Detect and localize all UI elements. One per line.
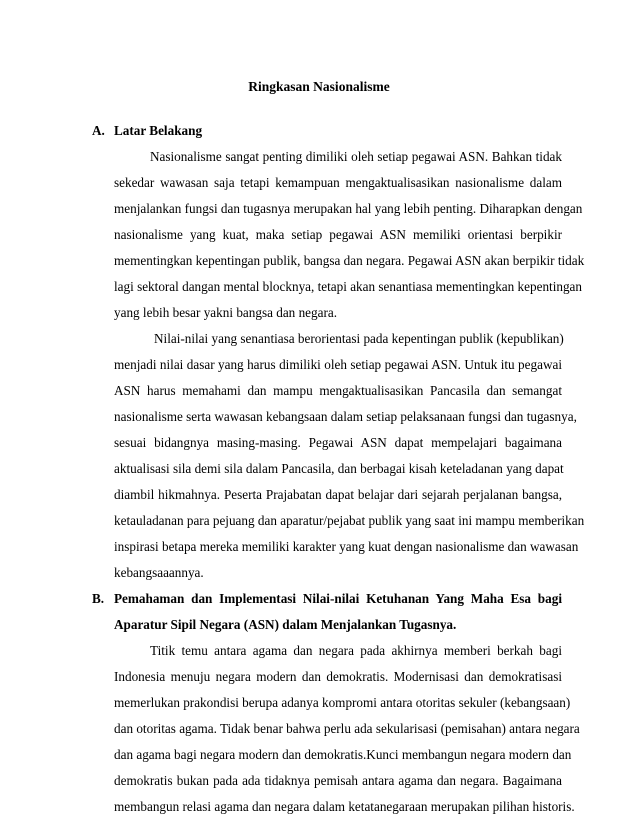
paragraph-line: memerlukan prakondisi berupa adanya kompromi antara otoritas sekuler (kebangsaan) xyxy=(114,695,571,710)
paragraph-line: nasionalisme yang kuat, maka setiap pegawai ASN memiliki orientasi berpikir xyxy=(114,227,562,242)
paragraph-line: sekedar wawasan saja tetapi kemampuan mengaktualisasikan nasionalisme dalam xyxy=(114,175,562,190)
paragraph-line: demokratis bukan pada ada tidaknya pemisah antara agama dan negara. Bagaimana xyxy=(114,773,562,788)
section-a-title: Latar Belakang xyxy=(114,123,203,138)
paragraph-line: mementingkan kepentingan publik, bangsa dan negara. Pegawai ASN akan berpikir tidak xyxy=(114,253,585,268)
section-b-heading xyxy=(92,586,562,638)
paragraph-line: dan agama bagi negara modern dan demokratis.Kunci membangun negara modern dan xyxy=(114,747,572,762)
paragraph-line: lagi sektoral dangan mental blocknya, tetapi akan senantiasa mementingkan kepentingan xyxy=(114,279,582,294)
paragraph-line: Nilai-nilai yang senantiasa berorientasi pada kepentingan publik (kepublikan) xyxy=(154,331,564,346)
paragraph-line: ASN harus memahami dan mampu mengaktualisasikan Pancasila dan semangat xyxy=(114,383,562,398)
paragraph-line: menjalankan fungsi dan tugasnya merupakan hal yang lebih penting. Diharapkan dengan xyxy=(114,201,583,216)
paragraph-line: dan otoritas agama. Tidak benar bahwa perlu ada sekularisasi (pemisahan) antara negara xyxy=(114,721,580,736)
section-a-marker: A. xyxy=(92,123,105,138)
paragraph-line: membangun relasi agama dan negara dalam ketatanegaraan merupakan pilihan historis. xyxy=(114,799,575,814)
paragraph-line: Nasionalisme sangat penting dimiliki oleh setiap pegawai ASN. Bahkan tidak xyxy=(150,149,562,164)
paragraph-line: inspirasi betapa mereka memiliki karakter yang kuat dengan nasionalisme dan wawasan xyxy=(114,539,579,554)
paragraph-line: Titik temu antara agama dan negara pada akhirnya memberi berkah bagi xyxy=(150,643,562,658)
paragraph-line: menjadi nilai dasar yang harus dimiliki oleh setiap pegawai ASN. Untuk itu pegawai xyxy=(114,357,562,372)
paragraph-line: diambil hikmahnya. Peserta Prajabatan dapat belajar dari sejarah perjalanan bangsa, xyxy=(114,487,562,502)
paragraph-line: kebangsaaannya. xyxy=(114,565,204,580)
section-b-marker: B. xyxy=(92,591,105,606)
section-b-title: Pemahaman dan Implementasi Nilai-nilai Ketuhanan Yang Maha Esa bagi Aparatur Sipil Negara (ASN) dalam Menjalankan Tugasnya. xyxy=(114,591,562,632)
paragraph-line: sesuai bidangnya masing-masing. Pegawai ASN dapat mempelajari bagaimana xyxy=(114,435,562,450)
paragraph-line: Indonesia menuju negara modern dan demokratis. Modernisasi dan demokratisasi xyxy=(114,669,562,684)
paragraph-line: ketauladanan para pejuang dan aparatur/pejabat publik yang saat ini mampu memberikan xyxy=(114,513,585,528)
paragraph-line: yang lebih besar yakni bangsa dan negara. xyxy=(114,305,338,320)
paragraph-line: aktualisasi sila demi sila dalam Pancasila, dan berbagai kisah keteladanan yang dapat xyxy=(114,461,564,476)
document-title: Ringkasan Nasionalisme xyxy=(248,79,390,94)
paragraph-line: nasionalisme serta wawasan kebangsaan dalam setiap pelaksanaan fungsi dan tugasnya, xyxy=(114,409,577,424)
